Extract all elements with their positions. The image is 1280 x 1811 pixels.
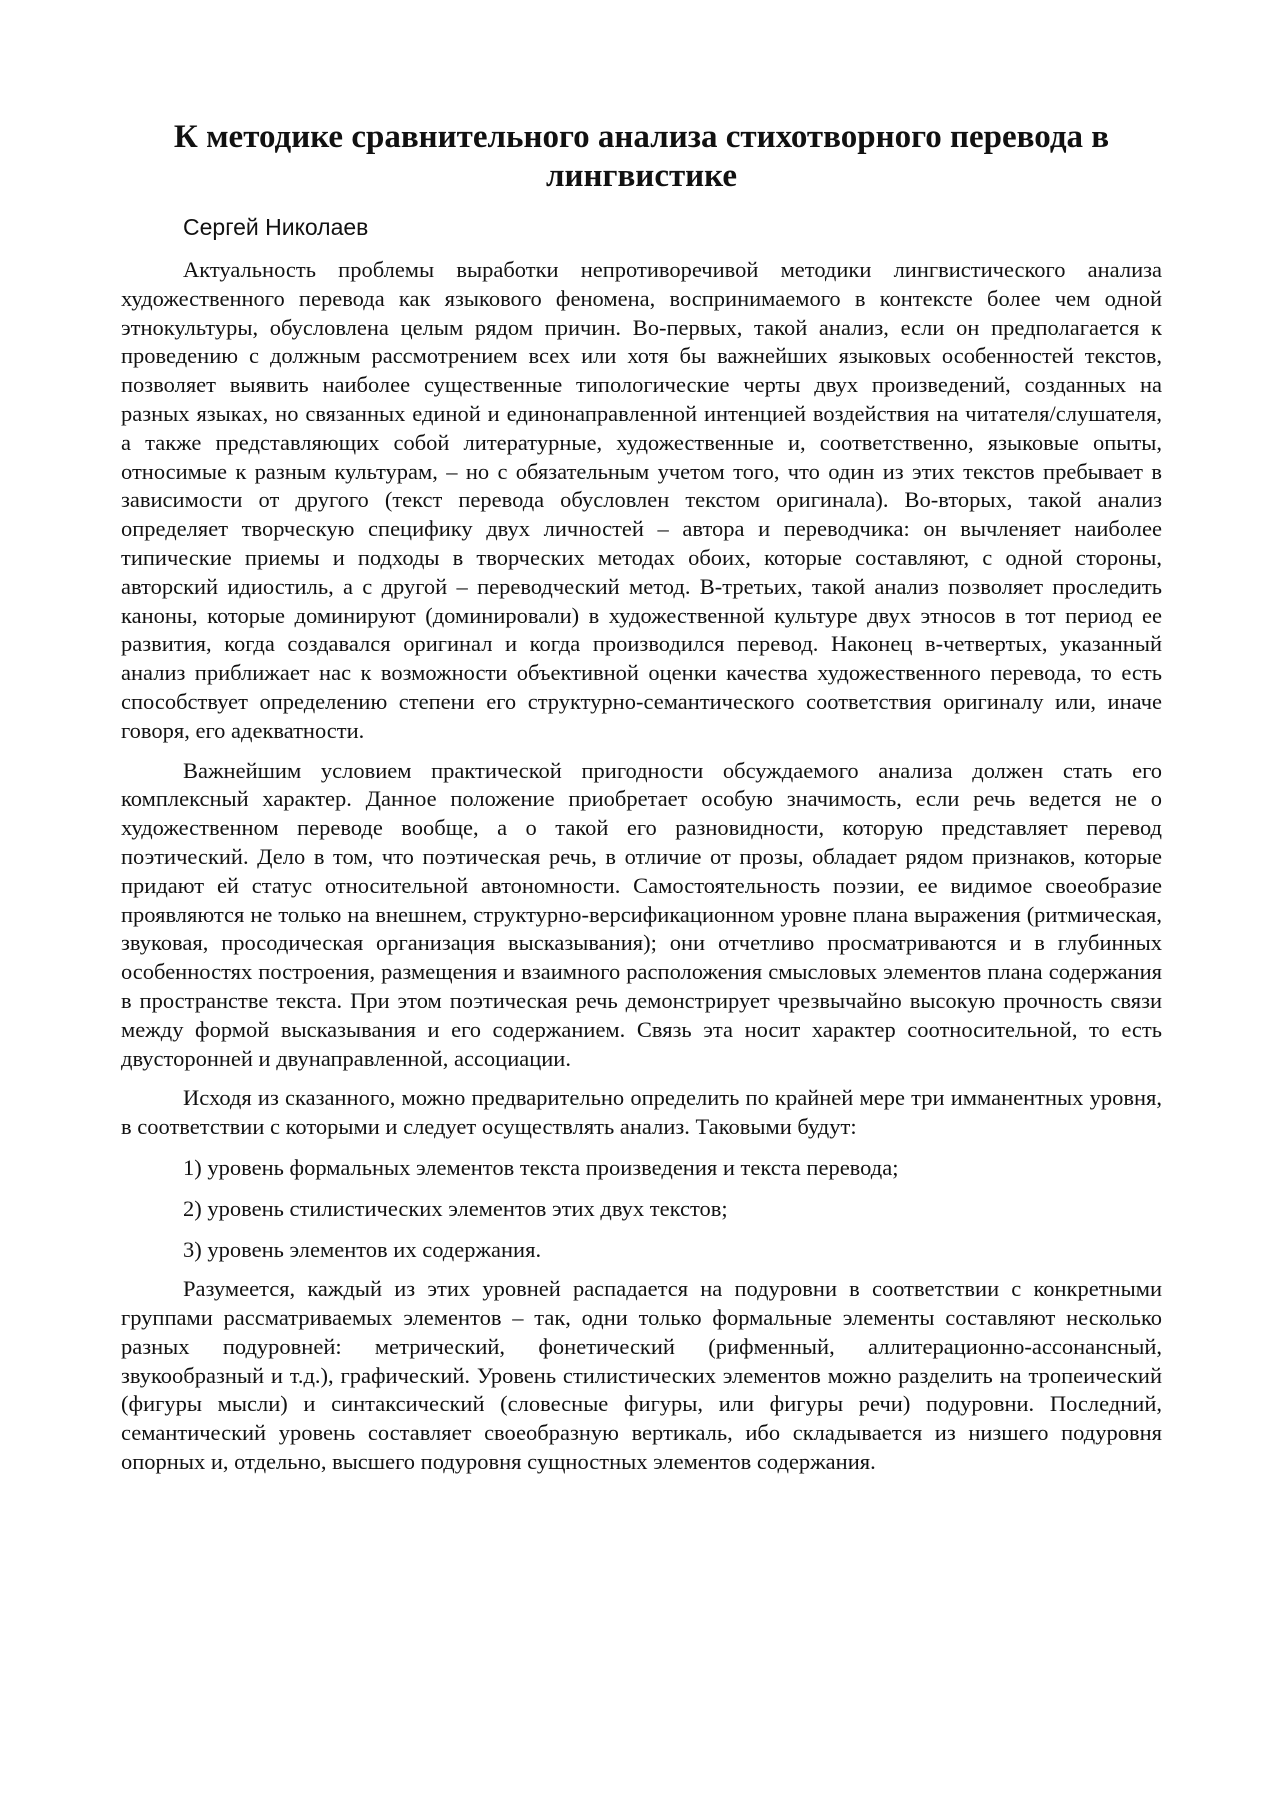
paragraph-closing: Разумеется, каждый из этих уровней распадается на подуровни в соответствии с конкретными группами рассматриваемых элементов – так, одни только формальные элементы составляют несколько разных подуровней: метрический, фонетический (рифменный, аллитерационно-ассонансный, звукообразный и т.д.), графический. Уровень стилистических элементов можно разделить на тропеический (фигуры мысли) и синтаксический (словесные фигуры, или фигуры речи) подуровни. Последний, семантический уровень составляет своеобразную вертикаль, ибо складывается из низшего подуровня опорных и, отдельно, высшего подуровня сущностных элементов содержания. — [121, 1276, 1162, 1475]
paragraph-3: Исходя из сказанного, можно предварительно определить по крайней мере три имманентных уровня, в соответствии с которыми и следует осуществлять анализ. Таковыми будут: — [121, 1085, 1162, 1140]
document-page — [121, 118, 1162, 1477]
list-item-2: 2) уровень стилистических элементов этих двух текстов; — [183, 1195, 728, 1221]
paragraph-1: Актуальность проблемы выработки непротиворечивой методики лингвистического анализа художественного перевода как языкового феномена, воспринимаемого в контексте более чем одной этнокультуры, обусловлена целым рядом причин. Во-первых, такой анализ, если он предполагается к проведению с должным рассмотрением всех или хотя бы важнейших языковых особенностей текстов, позволяет выявить наиболее существенные типологические черты двух произведений, созданных на разных языках, но связанных единой и единонаправленной интенцией воздействия на читателя/слушателя, а также представляющих собой литературные, художественные и, соответственно, языковые опыты, относимые к разным культурам, – но с обязательным учетом того, что один из этих текстов пребывает в зависимости от другого (текст перевода обусловлен текстом оригинала). Во-вторых, такой анализ определяет творческую специфику двух личностей – автора и переводчика: он вычленяет наиболее типические приемы и подходы в творческих методах обоих, которые составляют, с одной стороны, авторский идиостиль, а с другой – переводческий метод. В-третьих, такой анализ позволяет проследить каноны, которые доминируют (доминировали) в художественной культуре двух этносов в тот период ее развития, когда создавался оригинал и когда производился перевод. Наконец в-четвертых, указанный анализ приближает нас к возможности объективной оценки качества художественного перевода, то есть способствует определению степени его структурно-семантического соответствия оригиналу или, иначе говоря, его адекватности. — [121, 257, 1162, 743]
paragraph-2: Важнейшим условием практической пригодности обсуждаемого анализа должен стать его комплексный характер. Данное положение приобретает особую значимость, если речь ведется не о художественном переводе вообще, а о такой его разновидности, которую представляет перевод поэтический. Дело в том, что поэтическая речь, в отличие от прозы, обладает рядом признаков, которые придают ей статус относительной автономности. Самостоятельность поэзии, ее видимое своеобразие проявляются не только на внешнем, структурно-версификационном уровне плана выражения (ритмическая, звуковая, просодическая организация высказывания); они отчетливо просматриваются и в глубинных особенностях построения, размещения и взаимного расположения смысловых элементов плана содержания в пространстве текста. При этом поэтическая речь демонстрирует чрезвычайно высокую прочность связи между формой высказывания и его содержанием. Связь эта носит характер соотносительной, то есть двусторонней и двунаправленной, ассоциации. — [121, 757, 1162, 1071]
article-title: К методике сравнительного анализа стихотворного перевода в лингвистике — [173, 119, 1110, 194]
list-item-3: 3) уровень элементов их содержания. — [183, 1236, 542, 1262]
author-name: Сергей Николаев — [183, 214, 369, 240]
list-item-1: 1) уровень формальных элементов текста произведения и текста перевода; — [183, 1154, 899, 1180]
